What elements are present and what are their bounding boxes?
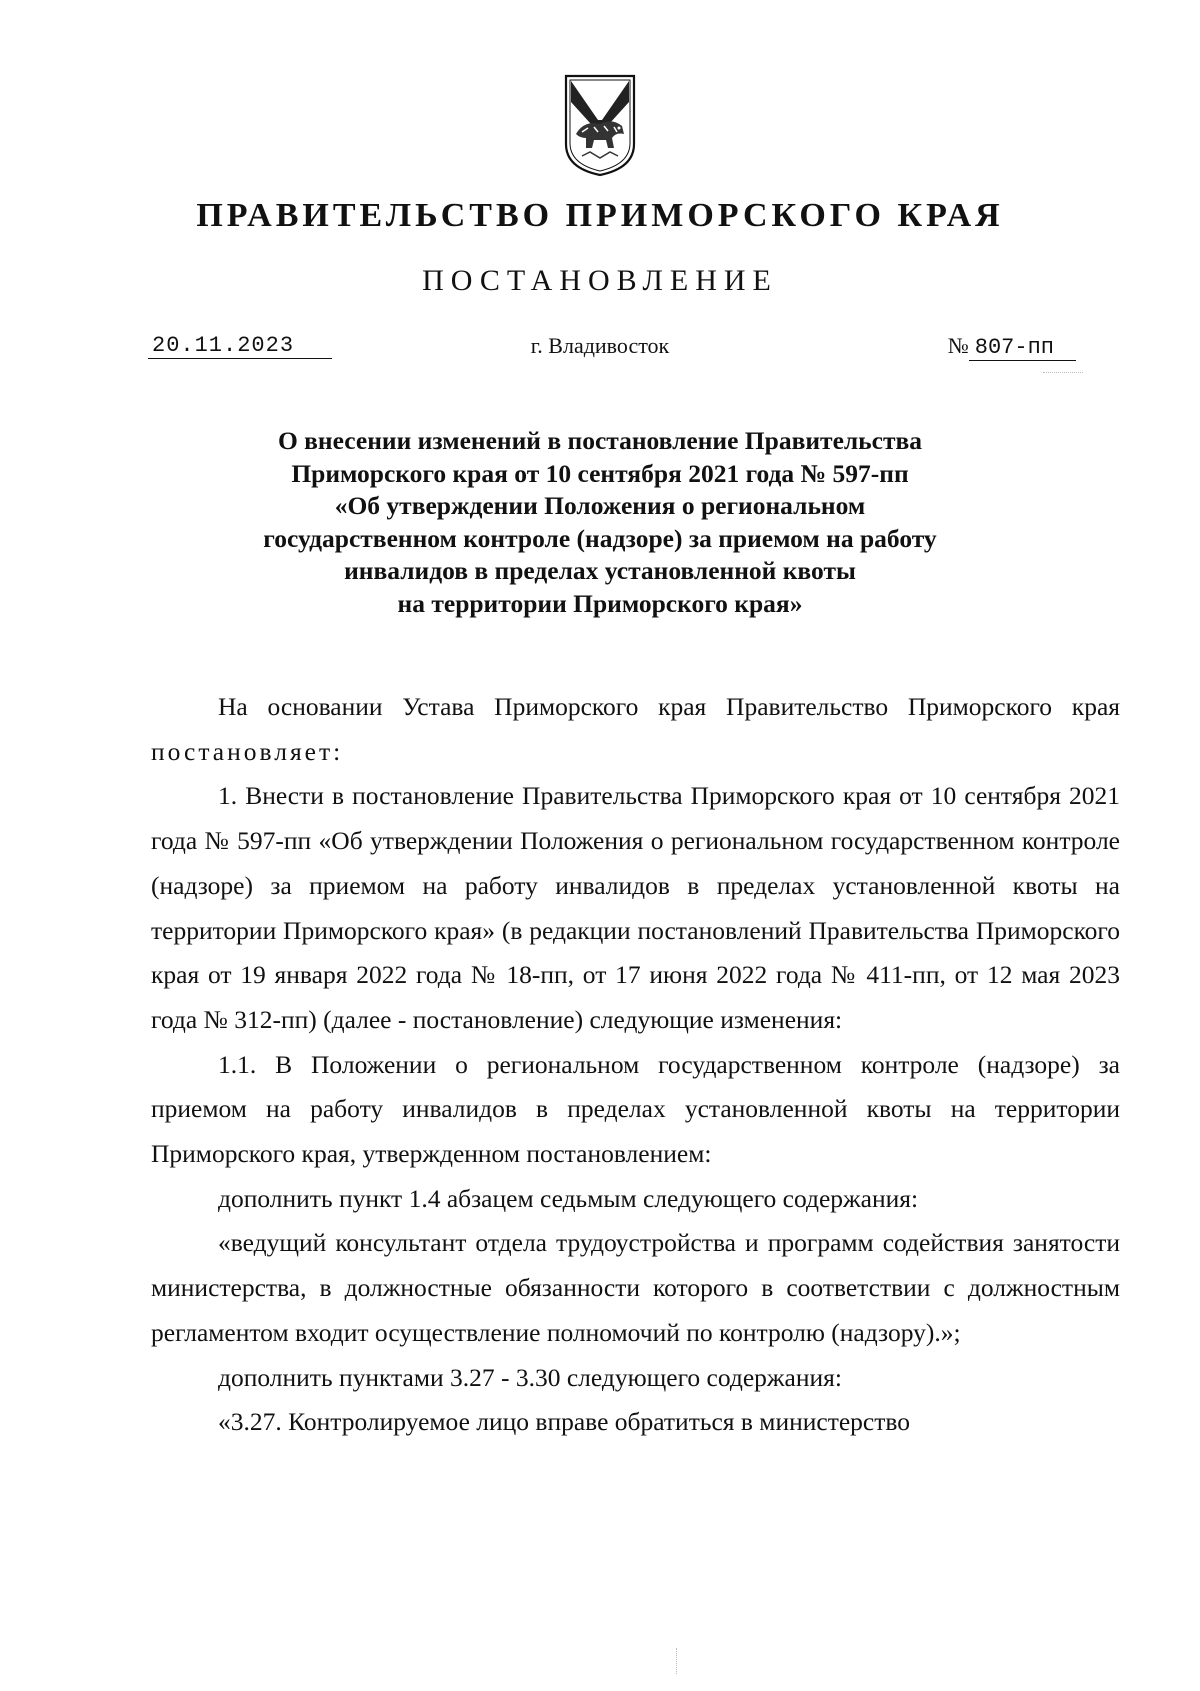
paragraph-item-1-1: 1.1. В Положении о региональном государственном контроле (надзоре) за приемом на работу инвалидов в пределах установленной квоты на территории Приморского края, утвержденном постановлением: [151, 1049, 1120, 1169]
heading-line: «Об утверждении Положения о региональном [334, 491, 866, 520]
paragraph-amend-1-4: дополнить пункт 1.4 абзацем седьмым следующего содержания: [218, 1183, 919, 1213]
heading-line: на территории Приморского края» [397, 588, 803, 618]
heading-line: Приморского края от 10 сентября 2021 года № 597-пп [291, 458, 909, 488]
number-value: 807-пп [969, 335, 1076, 361]
heading-line: О внесении изменений в постановление Правительства [277, 426, 923, 455]
scan-mark [1043, 372, 1083, 374]
document-body [151, 685, 1120, 1445]
paragraph-preamble [151, 685, 1120, 774]
document-type: ПОСТАНОВЛЕНИЕ [422, 264, 778, 297]
paragraph-quote-consultant: «ведущий консультант отдела трудоустройства и программ содействия занятости министерства, в должностные обязанности которого в соответствии с должностным регламентом входит осуществление полномочий по контролю (надзору).»; [151, 1228, 1120, 1347]
heading-line: инвалидов в пределах установленной квоты [344, 556, 856, 585]
preamble-text: На основании Устава Приморского края Правительство Приморского края [218, 692, 1120, 721]
heading-line: государственном контроле (надзоре) за приемом на работу [263, 523, 937, 553]
document-date: 20.11.2023 [148, 333, 332, 359]
document-heading [150, 425, 1050, 620]
paragraph-3-27: «3.27. Контролируемое лицо вправе обратиться в министерство [218, 1407, 910, 1437]
paragraph-amend-3-27: дополнить пунктами 3.27 - 3.30 следующего содержания: [218, 1362, 842, 1392]
coat-of-arms-icon [562, 72, 638, 178]
document-city: г. Владивосток [530, 333, 670, 358]
document-number [948, 333, 1076, 360]
number-prefix: № [947, 333, 969, 358]
government-title: ПРАВИТЕЛЬСТВО ПРИМОРСКОГО КРАЯ [196, 197, 1004, 234]
resolve-word: постановляет: [151, 736, 344, 766]
scan-mark [676, 1648, 678, 1674]
paragraph-item-1: 1. Внести в постановление Правительства Приморского края от 10 сентября 2021 года № 597-пп «Об утверждении Положения о региональном государственном контроле (надзоре) за приемом на работу инвалидов в пределах установленной квоты на территории Приморского края» (в редакции постановлений Правительства Приморского края от 19 января 2022 года № 18-пп, от 17 июня 2022 года № 411-пп, от 12 мая 2023 года № 312-пп) (далее - постановление) следующие изменения: [151, 781, 1120, 1034]
